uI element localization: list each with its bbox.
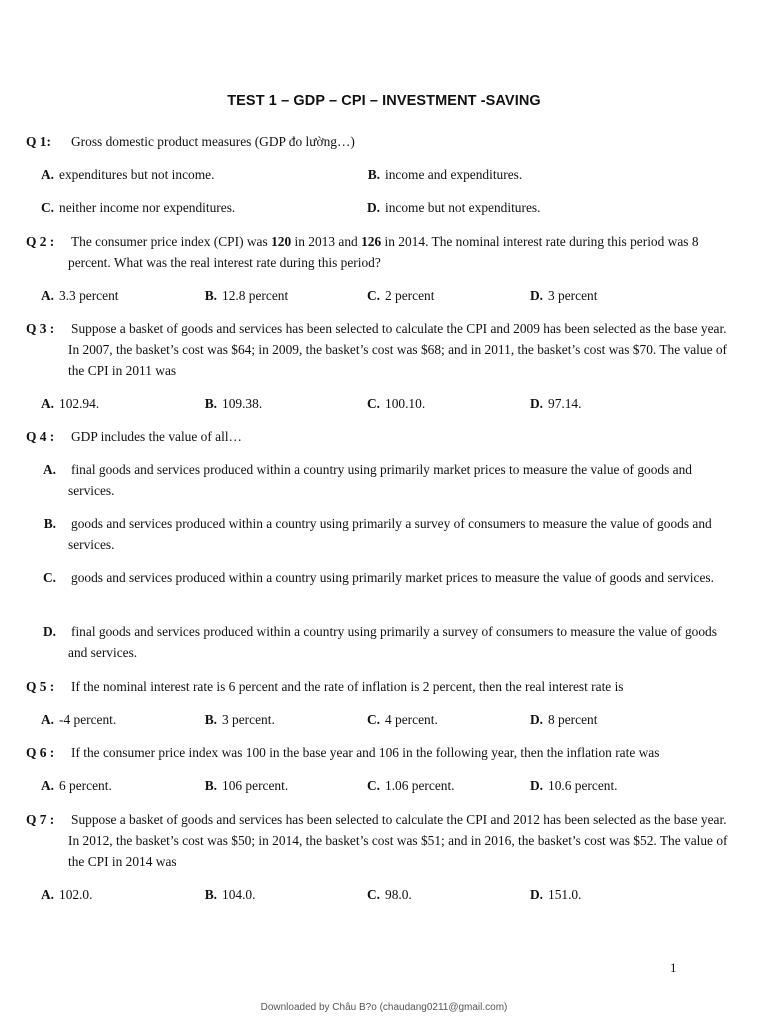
question-number: Q 2 : xyxy=(26,234,55,249)
question-text: Gross domestic product measures (GDP đo lường…) xyxy=(71,134,355,149)
question-number: Q 1: xyxy=(26,134,51,149)
question-text: Suppose a basket of goods and services has been selected to calculate the CPI and 2012 has been selected as the base year. In 2012, the basket’s cost was $50; in 2014, the basket’s cost was $51; and in 2016, the basket’s cost was $52. The value of the CPI in 2014 was xyxy=(68,812,728,869)
question-text: If the consumer price index was 100 in the base year and 106 in the following year, then the inflation rate was xyxy=(71,745,660,760)
question-number: Q 4 : xyxy=(26,429,55,444)
question-text: GDP includes the value of all… xyxy=(71,429,242,444)
page-title: TEST 1 – GDP – CPI – INVESTMENT -SAVING xyxy=(227,93,541,109)
question-text: Suppose a basket of goods and services has been selected to calculate the CPI and 2009 has been selected as the base year. In 2007, the basket’s cost was $64; in 2009, the basket’s cost was $68; and in 2011, the basket’s cost was $70. The value of the CPI in 2011 was xyxy=(68,321,728,378)
question-number: Q 7 : xyxy=(26,812,55,827)
question-text: If the nominal interest rate is 6 percent and the rate of inflation is 2 percent, then the real interest rate is xyxy=(71,679,624,694)
question-number: Q 5 : xyxy=(26,679,55,694)
download-footer: Downloaded by Châu B?o (chaudang0211@gmail.com) xyxy=(260,1002,508,1013)
question-number: Q 3 : xyxy=(26,321,55,336)
question-text: The consumer price index (CPI) was 120 in 2013 and 126 in 2014. The nominal interest rate during this period was 8 percent. What was the real interest rate during this period? xyxy=(68,234,699,270)
page-number: 1 xyxy=(670,960,677,975)
question-number: Q 6 : xyxy=(26,745,55,760)
